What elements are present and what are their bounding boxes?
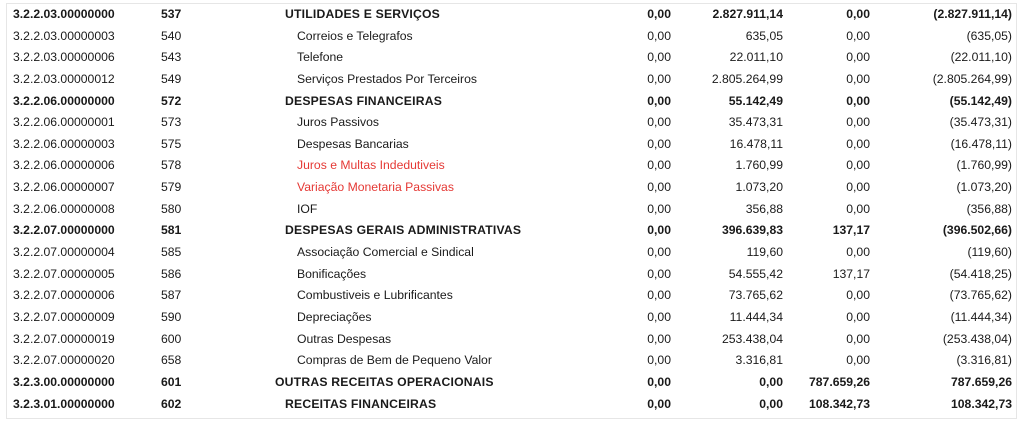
value-col-2: 1.073,20 bbox=[735, 180, 783, 195]
account-code: 3.2.3.00.00000000 bbox=[13, 374, 115, 389]
table-row bbox=[7, 26, 1016, 48]
table-row bbox=[7, 264, 1016, 286]
value-balance: (1.073,20) bbox=[956, 180, 1012, 195]
value-col-1: 0,00 bbox=[647, 93, 671, 108]
account-number: 575 bbox=[161, 136, 182, 151]
value-balance: (1.760,99) bbox=[956, 158, 1012, 173]
table-row bbox=[7, 199, 1016, 221]
value-balance: (253.438,04) bbox=[942, 331, 1012, 346]
account-description: DESPESAS GERAIS ADMINISTRATIVAS bbox=[285, 223, 522, 238]
value-col-1: 0,00 bbox=[647, 288, 671, 303]
account-code: 3.2.2.06.00000000 bbox=[13, 93, 115, 108]
value-balance: (119,60) bbox=[967, 245, 1012, 260]
account-description: Depreciações bbox=[297, 309, 372, 324]
value-col-3: 0,00 bbox=[846, 353, 870, 368]
value-col-1: 0,00 bbox=[647, 50, 671, 65]
value-col-1: 0,00 bbox=[647, 223, 671, 238]
table-row bbox=[7, 69, 1016, 91]
value-col-1: 0,00 bbox=[647, 28, 671, 43]
value-balance: 108.342,73 bbox=[951, 396, 1012, 411]
account-code: 3.2.2.03.00000006 bbox=[13, 50, 115, 65]
value-col-3: 0,00 bbox=[846, 28, 870, 43]
account-description: Associação Comercial e Sindical bbox=[297, 245, 474, 260]
ledger-sheet bbox=[6, 3, 1017, 419]
account-number: 573 bbox=[161, 115, 182, 130]
account-code: 3.2.2.06.00000003 bbox=[13, 136, 115, 151]
value-balance: (2.805.264,99) bbox=[932, 71, 1012, 86]
table-row bbox=[7, 177, 1016, 199]
account-code: 3.2.2.07.00000005 bbox=[13, 266, 115, 281]
account-number: 658 bbox=[161, 353, 182, 368]
value-col-3: 137,17 bbox=[832, 223, 870, 238]
table-row bbox=[7, 285, 1016, 307]
value-balance: (635,05) bbox=[966, 28, 1012, 43]
account-code: 3.2.2.07.00000004 bbox=[13, 245, 115, 260]
account-description: DESPESAS FINANCEIRAS bbox=[285, 93, 443, 108]
value-col-2: 253.438,04 bbox=[722, 331, 783, 346]
account-code: 3.2.2.03.00000003 bbox=[13, 28, 115, 43]
value-col-2: 119,60 bbox=[746, 245, 783, 260]
value-col-3: 0,00 bbox=[846, 288, 870, 303]
account-description: Compras de Bem de Pequeno Valor bbox=[297, 353, 492, 368]
value-balance: (54.418,25) bbox=[949, 266, 1012, 281]
account-description: RECEITAS FINANCEIRAS bbox=[285, 396, 437, 411]
value-col-1: 0,00 bbox=[647, 7, 671, 21]
value-col-3: 0,00 bbox=[846, 115, 870, 130]
account-description: Juros e Multas Indedutiveis bbox=[297, 158, 445, 173]
value-col-3: 0,00 bbox=[846, 158, 870, 173]
value-balance: (2.827.911,14) bbox=[933, 7, 1012, 21]
value-balance: (3.316,81) bbox=[956, 353, 1012, 368]
value-col-1: 0,00 bbox=[647, 180, 671, 195]
value-balance: (73.765,62) bbox=[949, 288, 1012, 303]
table-group-row bbox=[7, 394, 1016, 416]
value-balance: (55.142,49) bbox=[949, 93, 1012, 108]
value-balance: (356,88) bbox=[966, 201, 1012, 216]
table-group-row bbox=[7, 220, 1016, 242]
value-col-3: 137,17 bbox=[832, 266, 870, 281]
table-row bbox=[7, 134, 1016, 156]
value-col-2: 16.478,11 bbox=[729, 136, 783, 151]
account-number: 579 bbox=[161, 180, 182, 195]
account-number: 572 bbox=[161, 93, 182, 108]
account-code: 3.2.2.07.00000019 bbox=[13, 331, 115, 346]
table-row bbox=[7, 329, 1016, 351]
account-description: IOF bbox=[297, 201, 318, 216]
account-description: Serviços Prestados Por Terceiros bbox=[297, 71, 477, 86]
account-description: Juros Passivos bbox=[297, 115, 379, 130]
value-col-3: 0,00 bbox=[846, 136, 870, 151]
account-code: 3.2.2.07.00000000 bbox=[13, 223, 115, 238]
table-row bbox=[7, 350, 1016, 372]
account-number: 601 bbox=[161, 374, 182, 389]
value-balance: (11.444,34) bbox=[950, 309, 1012, 324]
table-row bbox=[7, 242, 1016, 264]
value-balance: (396.502,66) bbox=[942, 223, 1012, 238]
value-col-1: 0,00 bbox=[647, 158, 671, 173]
account-code: 3.2.2.06.00000006 bbox=[13, 158, 115, 173]
value-col-2: 0,00 bbox=[759, 396, 783, 411]
value-col-1: 0,00 bbox=[647, 71, 671, 86]
account-description: Combustiveis e Lubrificantes bbox=[297, 288, 453, 303]
account-number: 543 bbox=[161, 50, 182, 65]
value-col-3: 0,00 bbox=[846, 93, 870, 108]
value-col-2: 1.760,99 bbox=[735, 158, 783, 173]
value-col-3: 0,00 bbox=[846, 331, 870, 346]
value-balance: 787.659,26 bbox=[951, 374, 1012, 389]
value-col-1: 0,00 bbox=[647, 136, 671, 151]
value-col-3: 108.342,73 bbox=[809, 396, 870, 411]
account-description: Telefone bbox=[297, 50, 344, 65]
value-col-1: 0,00 bbox=[647, 245, 671, 260]
table-group-row bbox=[7, 91, 1016, 113]
value-col-2: 635,05 bbox=[745, 28, 783, 43]
account-number: 540 bbox=[161, 28, 182, 43]
value-col-1: 0,00 bbox=[647, 396, 671, 411]
value-col-2: 2.827.911,14 bbox=[712, 7, 783, 21]
account-description: Correios e Telegrafos bbox=[297, 28, 413, 43]
account-number: 590 bbox=[161, 309, 182, 324]
value-col-3: 0,00 bbox=[846, 50, 870, 65]
account-description: Variação Monetaria Passivas bbox=[297, 180, 454, 195]
value-col-2: 22.011,10 bbox=[729, 50, 783, 65]
account-number: 578 bbox=[161, 158, 182, 173]
value-col-1: 0,00 bbox=[647, 266, 671, 281]
table-row bbox=[7, 47, 1016, 69]
value-col-1: 0,00 bbox=[647, 374, 671, 389]
table-row bbox=[7, 307, 1016, 329]
value-col-2: 2.805.264,99 bbox=[711, 71, 783, 86]
value-col-3: 0,00 bbox=[846, 180, 870, 195]
table-row bbox=[7, 155, 1016, 177]
account-code: 3.2.2.07.00000009 bbox=[13, 309, 115, 324]
value-col-2: 11.444,34 bbox=[729, 309, 783, 324]
account-number: 585 bbox=[161, 245, 182, 260]
account-code: 3.2.2.03.00000012 bbox=[13, 71, 115, 86]
value-balance: (22.011,10) bbox=[950, 50, 1012, 65]
account-number: 581 bbox=[161, 223, 182, 238]
account-number: 537 bbox=[161, 7, 182, 21]
value-col-1: 0,00 bbox=[647, 353, 671, 368]
account-code: 3.2.2.06.00000001 bbox=[13, 115, 115, 130]
account-code: 3.2.2.06.00000008 bbox=[13, 201, 115, 216]
value-col-2: 55.142,49 bbox=[728, 93, 783, 108]
account-number: 549 bbox=[161, 71, 182, 86]
account-number: 602 bbox=[161, 396, 182, 411]
table-row bbox=[7, 112, 1016, 134]
value-col-3: 787.659,26 bbox=[809, 374, 870, 389]
value-balance: (16.478,11) bbox=[950, 136, 1012, 151]
account-number: 600 bbox=[161, 331, 182, 346]
account-description: Bonificações bbox=[297, 266, 367, 281]
account-description: OUTRAS RECEITAS OPERACIONAIS bbox=[275, 374, 494, 389]
ledger-table bbox=[7, 4, 1016, 415]
value-col-3: 0,00 bbox=[846, 201, 870, 216]
value-col-2: 3.316,81 bbox=[735, 353, 783, 368]
table-group-row bbox=[7, 4, 1016, 26]
value-balance: (35.473,31) bbox=[949, 115, 1012, 130]
value-col-1: 0,00 bbox=[647, 115, 671, 130]
account-code: 3.2.2.03.00000000 bbox=[13, 7, 115, 21]
table-group-row bbox=[7, 372, 1016, 394]
account-code: 3.2.2.06.00000007 bbox=[13, 180, 115, 195]
account-description: Despesas Bancarias bbox=[297, 136, 409, 151]
value-col-3: 0,00 bbox=[846, 245, 870, 260]
value-col-2: 396.639,83 bbox=[722, 223, 783, 238]
value-col-2: 0,00 bbox=[759, 374, 783, 389]
account-description: Outras Despesas bbox=[297, 331, 392, 346]
account-number: 580 bbox=[161, 201, 182, 216]
value-col-1: 0,00 bbox=[647, 331, 671, 346]
value-col-2: 73.765,62 bbox=[728, 288, 783, 303]
value-col-1: 0,00 bbox=[647, 201, 671, 216]
account-code: 3.2.2.07.00000006 bbox=[13, 288, 115, 303]
value-col-3: 0,00 bbox=[846, 309, 870, 324]
value-col-2: 35.473,31 bbox=[728, 115, 783, 130]
account-code: 3.2.3.01.00000000 bbox=[13, 396, 115, 411]
value-col-3: 0,00 bbox=[846, 71, 870, 86]
value-col-2: 356,88 bbox=[745, 201, 783, 216]
value-col-2: 54.555,42 bbox=[728, 266, 783, 281]
account-code: 3.2.2.07.00000020 bbox=[13, 353, 115, 368]
value-col-3: 0,00 bbox=[846, 7, 870, 21]
account-number: 587 bbox=[161, 288, 182, 303]
value-col-1: 0,00 bbox=[647, 309, 671, 324]
account-description: UTILIDADES E SERVIÇOS bbox=[285, 7, 440, 21]
account-number: 586 bbox=[161, 266, 182, 281]
